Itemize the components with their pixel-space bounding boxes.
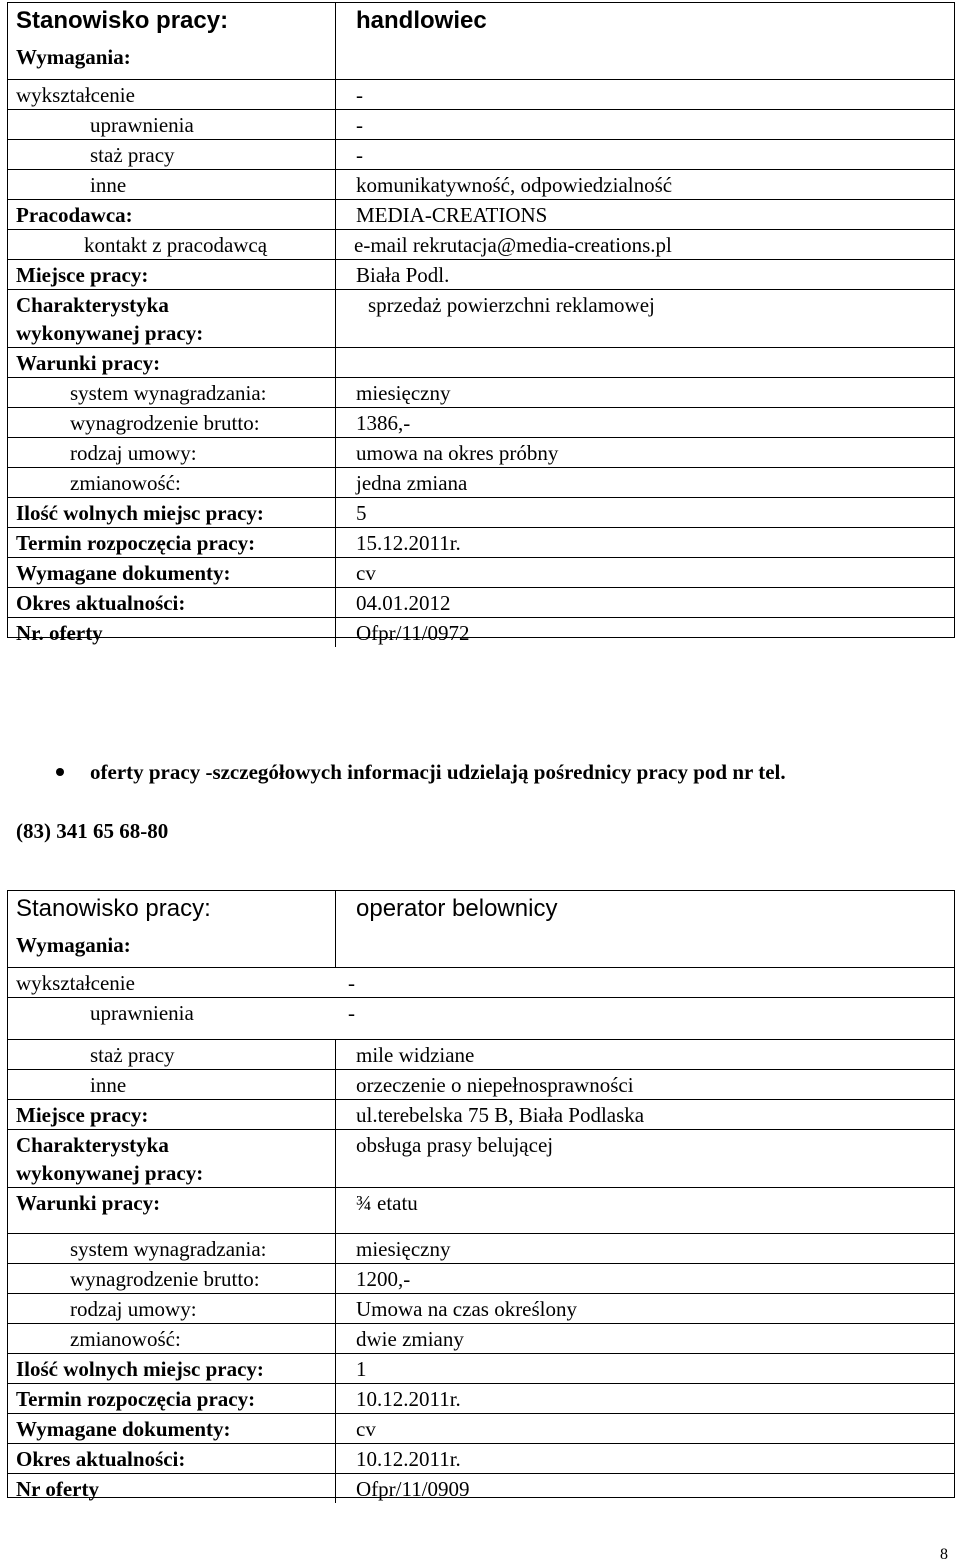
warunki-label: Warunki pracy:: [16, 1191, 161, 1215]
umowa-label: rodzaj umowy:: [70, 1297, 197, 1321]
row-dokumenty: [8, 1413, 954, 1443]
inne-value: komunikatywność, odpowiedzialność: [356, 173, 673, 197]
umowa-value: umowa na okres próbny: [356, 441, 559, 465]
wynagrodzenie-value: 1386,-: [356, 411, 411, 435]
wyksztalcenie-label: wykształcenie: [16, 83, 135, 107]
row-uprawnienia: [8, 109, 954, 139]
row-warunki: [8, 1187, 954, 1233]
charakterystyka-value: sprzedaż powierzchni reklamowej: [368, 293, 655, 317]
charakterystyka-label-line2: wykonywanej pracy:: [16, 321, 204, 345]
row-zmianowosc: [8, 467, 954, 497]
contact-note: oferty pracy -szczegółowych informacji udzielają pośrednicy pracy pod nr tel.: [90, 760, 786, 784]
staz-value: -: [356, 143, 363, 167]
okres-label: Okres aktualności:: [16, 1447, 186, 1471]
termin-value: 15.12.2011r.: [356, 531, 461, 555]
umowa-value: Umowa na czas określony: [356, 1297, 578, 1321]
row-dokumenty: [8, 557, 954, 587]
nr-oferty-label: Nr. oferty: [16, 621, 103, 645]
row-stanowisko: [8, 891, 954, 933]
pracodawca-value: MEDIA-CREATIONS: [356, 203, 548, 227]
kontakt-value: e-mail rekrutacja@media-creations.pl: [354, 233, 672, 257]
okres-value: 10.12.2011r.: [356, 1447, 461, 1471]
stanowisko-label: Stanowisko pracy:: [16, 895, 211, 922]
row-termin: [8, 1383, 954, 1413]
dokumenty-value: cv: [356, 561, 376, 585]
staz-label: staż pracy: [90, 1043, 175, 1067]
uprawnienia-value: -: [356, 113, 363, 137]
dokumenty-label: Wymagane dokumenty:: [16, 561, 231, 585]
nr-oferty-value: Ofpr/11/0909: [356, 1477, 470, 1501]
zmianowosc-label: zmianowość:: [70, 1327, 181, 1351]
staz-value: mile widziane: [356, 1043, 475, 1067]
row-ilosc: [8, 1353, 954, 1383]
termin-label: Termin rozpoczęcia pracy:: [16, 531, 256, 555]
nr-oferty-value: Ofpr/11/0972: [356, 621, 470, 645]
okres-label: Okres aktualności:: [16, 591, 186, 615]
row-ilosc: [8, 497, 954, 527]
row-wynagrodzenie: [8, 1263, 954, 1293]
row-inne: [8, 1069, 954, 1099]
job-offer-table-1: [7, 2, 955, 645]
kontakt-label: kontakt z pracodawcą: [84, 233, 268, 257]
row-staz: [8, 139, 954, 169]
termin-value: 10.12.2011r.: [356, 1387, 461, 1411]
warunki-label: Warunki pracy:: [16, 351, 161, 375]
miejsce-label: Miejsce pracy:: [16, 263, 149, 287]
ilosc-value: 1: [356, 1357, 367, 1381]
row-okres: [8, 1443, 954, 1473]
row-zmianowosc: [8, 1323, 954, 1353]
umowa-label: rodzaj umowy:: [70, 441, 197, 465]
miejsce-value: Biała Podl.: [356, 263, 450, 287]
row-system: [8, 377, 954, 407]
row-inne: [8, 169, 954, 199]
row-pracodawca: [8, 199, 954, 229]
termin-label: Termin rozpoczęcia pracy:: [16, 1387, 256, 1411]
wynagrodzenie-value: 1200,-: [356, 1267, 411, 1291]
staz-label: staż pracy: [90, 143, 175, 167]
row-miejsce: [8, 259, 954, 289]
row-staz: [8, 1039, 954, 1069]
row-miejsce: [8, 1099, 954, 1129]
charakterystyka-label-line2: wykonywanej pracy:: [16, 1161, 204, 1185]
dokumenty-value: cv: [356, 1417, 376, 1441]
row-umowa: [8, 1293, 954, 1323]
dokumenty-label: Wymagane dokumenty:: [16, 1417, 231, 1441]
ilosc-value: 5: [356, 501, 367, 525]
zmianowosc-label: zmianowość:: [70, 471, 181, 495]
ilosc-label: Ilość wolnych miejsc pracy:: [16, 501, 264, 525]
job-offer-table-2: [7, 890, 955, 1501]
bullet-icon: [56, 768, 64, 776]
inne-value: orzeczenie o niepełnosprawności: [356, 1073, 634, 1097]
row-charakterystyka: [8, 289, 954, 347]
row-wynagrodzenie: [8, 407, 954, 437]
system-label: system wynagradzania:: [70, 381, 267, 405]
miejsce-value: ul.terebelska 75 B, Biała Podlaska: [356, 1103, 645, 1127]
wyksztalcenie-value: -: [348, 971, 355, 995]
system-value: miesięczny: [356, 381, 451, 405]
row-wymagania: [8, 933, 954, 967]
ilosc-label: Ilość wolnych miejsc pracy:: [16, 1357, 264, 1381]
stanowisko-value: handlowiec: [356, 7, 487, 34]
pracodawca-label: Pracodawca:: [16, 203, 133, 227]
wymagania-label: Wymagania:: [16, 933, 131, 957]
contact-phone: (83) 341 65 68-80: [16, 819, 169, 843]
inne-label: inne: [90, 1073, 127, 1097]
okres-value: 04.01.2012: [356, 591, 451, 615]
row-nr-oferty: [8, 1473, 954, 1503]
row-charakterystyka: [8, 1129, 954, 1187]
uprawnienia-label: uprawnienia: [90, 1001, 194, 1025]
warunki-value: ¾ etatu: [356, 1191, 418, 1215]
miejsce-label: Miejsce pracy:: [16, 1103, 149, 1127]
uprawnienia-value: -: [348, 1001, 355, 1025]
wynagrodzenie-label: wynagrodzenie brutto:: [70, 1267, 260, 1291]
wynagrodzenie-label: wynagrodzenie brutto:: [70, 411, 260, 435]
charakterystyka-label-line1: Charakterystyka: [16, 1133, 169, 1157]
wyksztalcenie-label: wykształcenie: [16, 971, 135, 995]
row-uprawnienia: [8, 997, 954, 1039]
charakterystyka-value: obsługa prasy belującej: [356, 1133, 554, 1157]
charakterystyka-label-line1: Charakterystyka: [16, 293, 169, 317]
row-stanowisko: [8, 3, 954, 45]
uprawnienia-label: uprawnienia: [90, 113, 194, 137]
stanowisko-value: operator belownicy: [356, 895, 558, 922]
stanowisko-label: Stanowisko pracy:: [16, 7, 229, 34]
system-value: miesięczny: [356, 1237, 451, 1261]
row-okres: [8, 587, 954, 617]
page-number: 8: [940, 1546, 948, 1563]
row-wyksztalcenie: [8, 79, 954, 109]
system-label: system wynagradzania:: [70, 1237, 267, 1261]
row-kontakt: [8, 229, 954, 259]
row-termin: [8, 527, 954, 557]
row-wymagania: [8, 45, 954, 79]
row-warunki: [8, 347, 954, 377]
inne-label: inne: [90, 173, 127, 197]
row-nr-oferty: [8, 617, 954, 647]
wyksztalcenie-value: -: [356, 83, 363, 107]
row-wyksztalcenie: [8, 967, 954, 997]
row-umowa: [8, 437, 954, 467]
wymagania-label: Wymagania:: [16, 45, 131, 69]
zmianowosc-value: jedna zmiana: [356, 471, 468, 495]
nr-oferty-label: Nr oferty: [16, 1477, 99, 1501]
zmianowosc-value: dwie zmiany: [356, 1327, 464, 1351]
row-system: [8, 1233, 954, 1263]
